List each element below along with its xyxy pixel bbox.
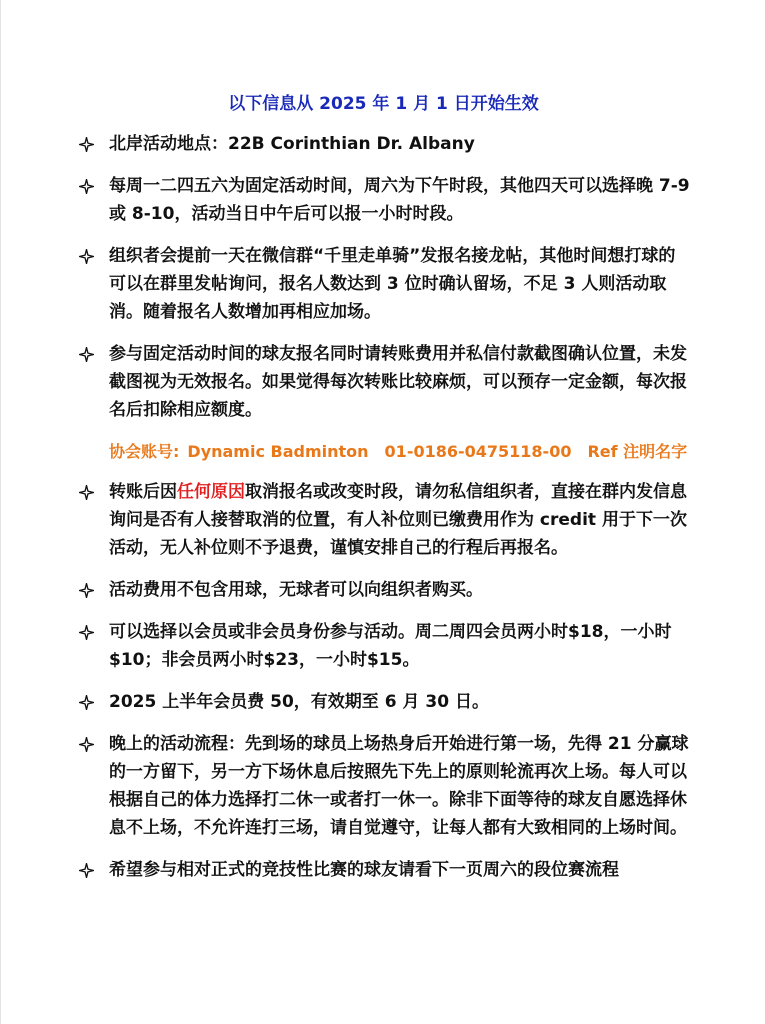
four-point-star-icon xyxy=(79,137,94,152)
cancel-prefix: 转账后因 xyxy=(109,482,177,502)
signup-text: 组织者会提前一天在微信群“千里走单骑”发报名接龙帖，其他时间想打球的可以在群里发帖询问，报名人数达到 3 位时确认留场，不足 3 人则活动取消。随着报名人数增加再相应加场。 xyxy=(109,246,676,322)
four-point-star-icon xyxy=(79,347,94,362)
four-point-star-icon xyxy=(79,625,94,640)
list-item-cancel xyxy=(79,478,691,562)
cancel-suffix: 取消报名或改变时段，请勿私信组织者，直接在群内发信息询问是否有人接替取消的位置，有人补位则已缴费用作为 credit 用于下一次活动，无人补位则不予退费，谨慎安排自己的行程后再报名。 xyxy=(109,482,687,558)
account-ref: Ref 注明名字 xyxy=(587,442,688,461)
list-item-membership xyxy=(79,688,691,716)
list-item-competition xyxy=(79,856,691,884)
shuttles-text: 活动费用不包含用球，无球者可以向组织者购买。 xyxy=(109,580,483,600)
four-point-star-icon xyxy=(79,737,94,752)
list-item-location xyxy=(79,130,691,158)
flow-text: 晚上的活动流程：先到场的球员上场热身后开始进行第一场，先得 21 分赢球的一方留下，另一方下场休息后按照先下先上的原则轮流再次上场。每人可以根据自己的体力选择打二休一或者打一休一。除非下面等待的球友自愿选择休息不上场，不允许连打三场，请自觉遵守，让每人都有大致相同的上场时间。 xyxy=(109,734,689,838)
page-title: 以下信息从 2025 年 1 月 1 日开始生效 xyxy=(228,94,539,114)
list-item-payment xyxy=(79,340,691,424)
account-label: 协会账号: xyxy=(109,442,180,461)
list-item-shuttles xyxy=(79,576,691,604)
list-item-signup xyxy=(79,242,691,326)
list-item-schedule xyxy=(79,172,691,228)
four-point-star-icon xyxy=(79,179,94,194)
list-item-flow xyxy=(79,730,691,842)
membership-text: 2025 上半年会员费 50，有效期至 6 月 30 日。 xyxy=(109,692,489,712)
payment-text: 参与固定活动时间的球友报名同时请转账费用并私信付款截图确认位置，未发截图视为无效报名。如果觉得每次转账比较麻烦，可以预存一定金额，每次报名后扣除相应额度。 xyxy=(109,344,687,420)
account-name: Dynamic Badminton xyxy=(187,442,369,461)
cancel-emphasis: 任何原因 xyxy=(177,482,245,502)
fees-text: 可以选择以会员或非会员身份参与活动。周二周四会员两小时$18，一小时$10；非会员两小时$23，一小时$15。 xyxy=(109,622,672,670)
info-list xyxy=(79,130,691,898)
schedule-text: 每周一二四五六为固定活动时间，周六为下午时段，其他四天可以选择晚 7-9 或 8-10，活动当日中午后可以报一小时时段。 xyxy=(109,176,690,224)
account-number: 01-0186-0475118-00 xyxy=(384,442,572,461)
four-point-star-icon xyxy=(79,249,94,264)
four-point-star-icon xyxy=(79,695,94,710)
four-point-star-icon xyxy=(79,485,94,500)
location-text: 北岸活动地点：22B Corinthian Dr. Albany xyxy=(109,134,475,154)
account-info xyxy=(79,438,691,466)
four-point-star-icon xyxy=(79,583,94,598)
four-point-star-icon xyxy=(79,863,94,878)
competition-text: 希望参与相对正式的竞技性比赛的球友请看下一页周六的段位赛流程 xyxy=(109,860,619,880)
list-item-fees xyxy=(79,618,691,674)
